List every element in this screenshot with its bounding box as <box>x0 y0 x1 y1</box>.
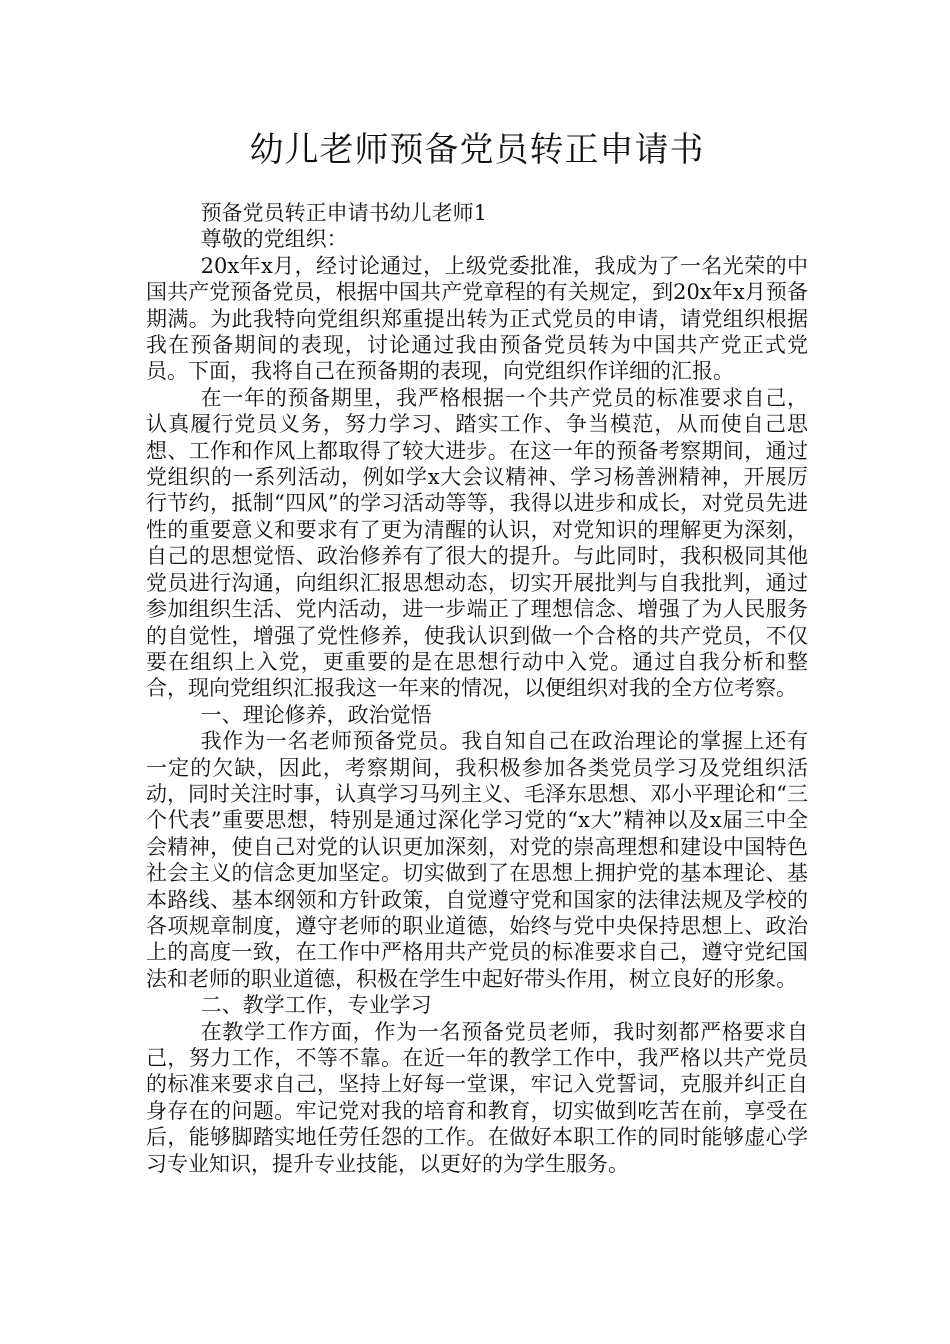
salutation: 尊敬的党组织： <box>200 227 348 252</box>
document-page <box>146 0 808 1344</box>
paragraph-overview: 在一年的预备期里，我严格根据一个共产党员的标准要求自己，认真履行党员义务，努力学习、踏实工作、争当模范，从而使自己思想、工作和作风上都取得了较大进步。在这一年的预备考察期间，通过党组织的一系列活动，例如学x大会议精神、学习杨善洲精神，开展厉行节约，抵制“四风”的学习活动等等，我得以进步和成长，对党员先进性的重要意义和要求有了更为清醒的认识，对党知识的理解更为深刻，自己的思想觉悟、政治修养有了很大的提升。与此同时，我积极同其他党员进行沟通，向组织汇报思想动态，切实开展批判与自我批判，通过参加组织生活、党内活动，进一步端正了理想信念、增强了为人民服务的自觉性，增强了党性修养，使我认识到做一个合格的共产党员，不仅要在组织上入党，更重要的是在思想行动中入党。通过自我分析和整合，现向党组织汇报我这一年来的情况，以便组织对我的全方位考察。 <box>146 385 808 701</box>
paragraph-intro: 20x年x月，经讨论通过，上级党委批准，我成为了一名光荣的中国共产党预备党员，根据中国共产党章程的有关规定，到20x年x月预备期满。为此我特向党组织郑重提出转为正式党员的申请，请党组织根据我在预备期间的表现，讨论通过我由预备党员转为中国共产党正式党员。下面，我将自己在预备期的表现，向党组织作详细的汇报。 <box>146 253 808 384</box>
document-subtitle: 预备党员转正申请书幼儿老师1 <box>200 201 487 225</box>
document-title: 幼儿老师预备党员转正申请书 <box>249 130 705 170</box>
section-heading-teaching: 二、教学工作，专业学习 <box>200 993 432 1018</box>
section-heading-theory: 一、理论修养，政治觉悟 <box>200 702 432 727</box>
paragraph-teaching: 在教学工作方面，作为一名预备党员老师，我时刻都严格要求自己，努力工作，不等不靠。在近一年的教学工作中，我严格以共产党员的标准来要求自己，坚持上好每一堂课，牢记入党誓词，克服并纠正自身存在的问题。牢记党对我的培育和教育，切实做到吃苦在前，享受在后，能够脚踏实地任劳任怨的工作。在做好本职工作的同时能够虚心学习专业知识，提升专业技能，以更好的为学生服务。 <box>146 1019 808 1176</box>
paragraph-theory: 我作为一名老师预备党员。我自知自己在政治理论的掌握上还有一定的欠缺，因此，考察期间，我积极参加各类党员学习及党组织活动，同时关注时事，认真学习马列主义、毛泽东思想、邓小平理论和“三个代表”重要思想，特别是通过深化学习党的“x大”精神以及x届三中全会精神，使自己对党的认识更加深刻，对党的崇高理想和建设中国特色社会主义的信念更加坚定。切实做到了在思想上拥护党的基本理论、基本路线、基本纲领和方针政策，自觉遵守党和国家的法律法规及学校的各项规章制度，遵守老师的职业道德，始终与党中央保持思想上、政治上的高度一致，在工作中严格用共产党员的标准要求自己，遵守党纪国法和老师的职业道德，积极在学生中起好带头作用，树立良好的形象。 <box>146 729 808 991</box>
document-body <box>146 200 808 1177</box>
